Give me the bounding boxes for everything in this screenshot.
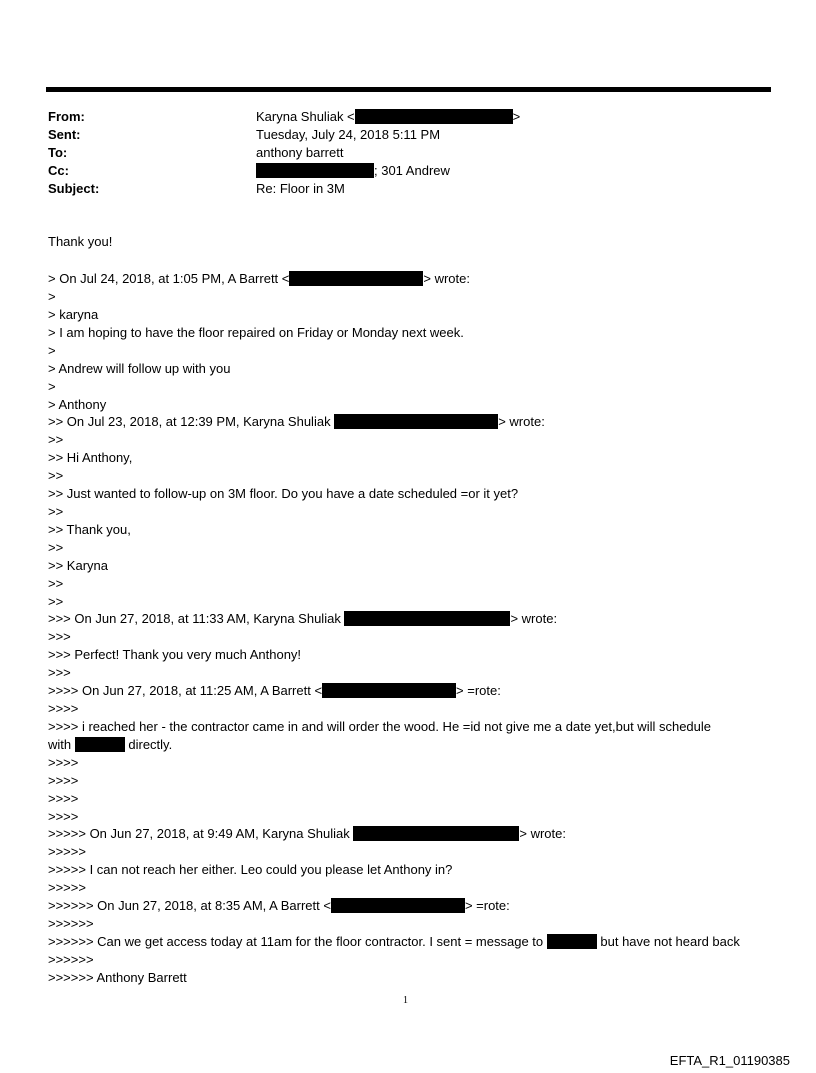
redaction-block [331,898,465,913]
body-line: >> Just wanted to follow-up on 3M floor. Do you have a date scheduled =or it yet? [48,486,519,501]
body-line: >>>>>> On Jun 27, 2018, at 8:35 AM, A Barrett < > =rote: [48,898,510,913]
body-line: >> [48,468,64,483]
page-number: 1 [403,995,408,1006]
body-line: >> Karyna [48,558,108,573]
body-line: >>>>> On Jun 27, 2018, at 9:49 AM, Karyna Shuliak > wrote: [48,826,566,841]
body-line: >> Hi Anthony, [48,450,133,465]
body-line: >>>> [48,755,79,770]
body-line: > [48,343,56,358]
body-line: >>>>>> Can we get access today at 11am for the floor contractor. I sent = message to but have not heard back [48,934,740,949]
body-line: >> [48,576,64,591]
body-line: >>> Perfect! Thank you very much Anthony! [48,647,302,662]
body-line: >>> On Jun 27, 2018, at 11:33 AM, Karyna Shuliak > wrote: [48,611,558,626]
body-line: >> On Jul 23, 2018, at 12:39 PM, Karyna Shuliak > wrote: [48,414,545,429]
body-line: >>>> [48,809,79,824]
to-value: anthony barrett [256,145,344,160]
body-line: > Anthony [48,397,107,412]
to-label: To: [48,145,68,160]
from-label: From: [48,109,85,124]
redaction-block [289,271,423,286]
body-line: Thank you! [48,234,113,249]
header-rule [46,87,771,92]
body-line: >>>> On Jun 27, 2018, at 11:25 AM, A Barrett < > =rote: [48,683,501,698]
body-line: >>>> [48,791,79,806]
body-line: > On Jul 24, 2018, at 1:05 PM, A Barrett < > wrote: [48,271,470,286]
body-line: > Andrew will follow up with you [48,361,231,376]
body-line: >> Thank you, [48,522,131,537]
body-line: >>>> i reached her - the contractor came in and will order the wood. He =id not give me a date yet,but will schedule [48,719,712,734]
body-line: >>>>>> Anthony Barrett [48,970,187,985]
body-line: >>>> [48,773,79,788]
redaction-block [334,414,498,429]
body-line: > I am hoping to have the floor repaired on Friday or Monday next week. [48,325,464,340]
body-line: >>>>> [48,844,86,859]
body-line: with directly. [48,737,173,752]
body-line: >> [48,432,64,447]
body-line: >>>> [48,701,79,716]
subject-label: Subject: [48,181,100,196]
body-line: >>>>>> [48,916,94,931]
body-line: > [48,379,56,394]
redaction-block [322,683,456,698]
body-line: >>>>> I can not reach her either. Leo could you please let Anthony in? [48,862,453,877]
sent-label: Sent: [48,127,81,142]
body-line: > [48,289,56,304]
redaction-block [256,163,374,178]
body-line: > karyna [48,307,99,322]
cc-value: ; 301 Andrew [374,163,450,178]
redaction-block [75,737,125,752]
body-line: >>>>> [48,880,86,895]
subject-value: Re: Floor in 3M [256,181,345,196]
body-line: >>> [48,629,71,644]
from-close: > [512,109,521,124]
from-name: Karyna Shuliak < [256,109,355,124]
cc-label: Cc: [48,163,69,178]
body-line: >>> [48,665,71,680]
sent-value: Tuesday, July 24, 2018 5:11 PM [256,127,441,142]
redaction-block [547,934,597,949]
body-line: >> [48,594,64,609]
redaction-block [344,611,510,626]
redaction-block [353,826,519,841]
body-line: >> [48,504,64,519]
body-line: >>>>>> [48,952,94,967]
document-id: EFTA_R1_01190385 [669,1053,790,1068]
body-line: >> [48,540,64,555]
redaction-block [355,109,513,124]
